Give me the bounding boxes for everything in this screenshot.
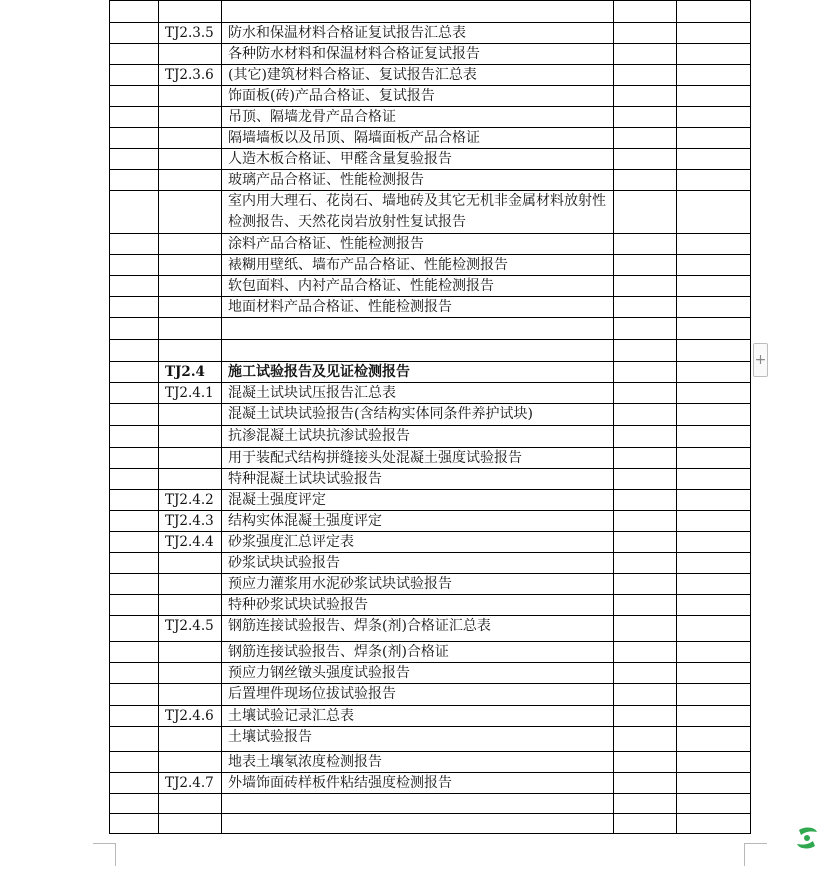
code-cell[interactable]: TJ2.3.6 bbox=[159, 65, 222, 86]
blank-cell[interactable] bbox=[677, 616, 751, 642]
item-cell[interactable]: 特种混凝土试块试验报告 bbox=[222, 469, 614, 490]
code-cell[interactable] bbox=[159, 276, 222, 297]
item-cell[interactable]: 饰面板(砖)产品合格证、复试报告 bbox=[222, 86, 614, 107]
blank-cell[interactable] bbox=[110, 170, 159, 191]
code-cell[interactable] bbox=[159, 318, 222, 340]
blank-cell[interactable] bbox=[110, 149, 159, 170]
blank-cell[interactable] bbox=[677, 23, 751, 44]
item-cell[interactable]: 砂浆试块试验报告 bbox=[222, 553, 614, 574]
blank-cell[interactable] bbox=[677, 706, 751, 727]
blank-cell[interactable] bbox=[677, 297, 751, 318]
app-logo-icon bbox=[795, 824, 819, 852]
blank-cell[interactable] bbox=[677, 107, 751, 128]
blank-cell[interactable] bbox=[677, 383, 751, 404]
blank-cell[interactable] bbox=[677, 511, 751, 532]
blank-cell[interactable] bbox=[677, 426, 751, 448]
code-cell[interactable] bbox=[159, 727, 222, 752]
blank-cell[interactable] bbox=[110, 44, 159, 65]
blank-cell[interactable] bbox=[110, 383, 159, 404]
add-row-button[interactable]: + bbox=[753, 343, 768, 377]
blank-cell[interactable] bbox=[677, 574, 751, 595]
blank-cell[interactable] bbox=[677, 595, 751, 616]
item-cell[interactable]: 结构实体混凝土强度评定 bbox=[222, 511, 614, 532]
blank-cell[interactable] bbox=[614, 553, 677, 574]
table-row bbox=[110, 448, 751, 469]
item-cell[interactable]: 砂浆强度汇总评定表 bbox=[222, 532, 614, 553]
table-row bbox=[110, 595, 751, 616]
blank-cell[interactable] bbox=[110, 1, 159, 23]
item-cell[interactable]: 混凝土强度评定 bbox=[222, 490, 614, 511]
blank-cell[interactable] bbox=[677, 663, 751, 684]
blank-cell[interactable] bbox=[677, 448, 751, 469]
code-cell[interactable] bbox=[159, 574, 222, 595]
blank-cell[interactable] bbox=[677, 794, 751, 814]
table-row bbox=[110, 814, 751, 834]
table-row bbox=[110, 426, 751, 448]
code-cell[interactable]: TJ2.4.2 bbox=[159, 490, 222, 511]
code-cell[interactable] bbox=[159, 469, 222, 490]
blank-cell[interactable] bbox=[677, 191, 751, 234]
blank-cell[interactable] bbox=[110, 128, 159, 149]
item-cell[interactable]: 混凝土试块试压报告汇总表 bbox=[222, 383, 614, 404]
item-cell[interactable]: 预应力钢丝镦头强度试验报告 bbox=[222, 663, 614, 684]
item-cell[interactable] bbox=[222, 1, 614, 23]
blank-cell[interactable] bbox=[614, 362, 677, 383]
item-cell[interactable]: 涂料产品合格证、性能检测报告 bbox=[222, 234, 614, 255]
blank-cell[interactable] bbox=[677, 362, 751, 383]
blank-cell[interactable] bbox=[677, 86, 751, 107]
item-cell[interactable]: 地表土壤氡浓度检测报告 bbox=[222, 752, 614, 773]
blank-cell[interactable] bbox=[614, 426, 677, 448]
blank-cell[interactable] bbox=[677, 276, 751, 297]
item-cell[interactable]: 吊顶、隔墙龙骨产品合格证 bbox=[222, 107, 614, 128]
blank-cell[interactable] bbox=[614, 404, 677, 426]
item-cell[interactable]: 特种砂浆试块试验报告 bbox=[222, 595, 614, 616]
code-cell[interactable] bbox=[159, 255, 222, 276]
item-cell[interactable]: 室内用大理石、花岗石、墙地砖及其它无机非金属材料放射性检测报告、天然花岗岩放射性复试报告 bbox=[222, 191, 614, 234]
code-cell[interactable] bbox=[159, 663, 222, 684]
item-cell[interactable] bbox=[222, 318, 614, 340]
blank-cell[interactable] bbox=[110, 318, 159, 340]
blank-cell[interactable] bbox=[614, 107, 677, 128]
table-row bbox=[110, 490, 751, 511]
blank-cell[interactable] bbox=[677, 44, 751, 65]
blank-cell[interactable] bbox=[677, 490, 751, 511]
table-row bbox=[110, 276, 751, 297]
table-row bbox=[110, 149, 751, 170]
blank-cell[interactable] bbox=[614, 65, 677, 86]
blank-cell[interactable] bbox=[614, 297, 677, 318]
code-cell[interactable] bbox=[159, 404, 222, 426]
blank-cell[interactable] bbox=[614, 794, 677, 814]
blank-cell[interactable] bbox=[677, 404, 751, 426]
table-row bbox=[110, 297, 751, 318]
table-row bbox=[110, 107, 751, 128]
blank-cell[interactable] bbox=[110, 642, 159, 663]
item-cell[interactable]: 各种防水材料和保温材料合格证复试报告 bbox=[222, 44, 614, 65]
code-cell[interactable]: TJ2.4.1 bbox=[159, 383, 222, 404]
blank-cell[interactable] bbox=[614, 170, 677, 191]
table-row bbox=[110, 44, 751, 65]
blank-cell[interactable] bbox=[677, 234, 751, 255]
table-row bbox=[110, 684, 751, 706]
table-row bbox=[110, 404, 751, 426]
blank-cell[interactable] bbox=[614, 86, 677, 107]
blank-cell[interactable] bbox=[110, 107, 159, 128]
table-row bbox=[110, 532, 751, 553]
blank-cell[interactable] bbox=[110, 490, 159, 511]
blank-cell[interactable] bbox=[110, 706, 159, 727]
code-cell[interactable]: TJ2.4.3 bbox=[159, 511, 222, 532]
item-cell[interactable] bbox=[222, 814, 614, 834]
code-cell[interactable] bbox=[159, 814, 222, 834]
blank-cell[interactable] bbox=[614, 773, 677, 794]
table-row bbox=[110, 469, 751, 490]
blank-cell[interactable] bbox=[110, 469, 159, 490]
item-cell[interactable] bbox=[222, 794, 614, 814]
blank-cell[interactable] bbox=[677, 149, 751, 170]
blank-cell[interactable] bbox=[677, 255, 751, 276]
blank-cell[interactable] bbox=[614, 490, 677, 511]
blank-cell[interactable] bbox=[614, 448, 677, 469]
blank-cell[interactable] bbox=[614, 255, 677, 276]
item-cell[interactable]: 混凝土试块试验报告(含结构实体同条件养护试块) bbox=[222, 404, 614, 426]
table-row bbox=[110, 706, 751, 727]
blank-cell[interactable] bbox=[110, 794, 159, 814]
table-row bbox=[110, 727, 751, 752]
item-cell[interactable]: 抗渗混凝土试块抗渗试验报告 bbox=[222, 426, 614, 448]
blank-cell[interactable] bbox=[614, 814, 677, 834]
blank-cell[interactable] bbox=[614, 1, 677, 23]
blank-cell[interactable] bbox=[110, 663, 159, 684]
code-cell[interactable] bbox=[159, 170, 222, 191]
table-row bbox=[110, 23, 751, 44]
blank-cell[interactable] bbox=[614, 684, 677, 706]
blank-cell[interactable] bbox=[110, 574, 159, 595]
table-row bbox=[110, 128, 751, 149]
blank-cell[interactable] bbox=[677, 773, 751, 794]
blank-cell[interactable] bbox=[614, 191, 677, 234]
blank-cell[interactable] bbox=[677, 814, 751, 834]
code-cell[interactable] bbox=[159, 191, 222, 234]
blank-cell[interactable] bbox=[110, 511, 159, 532]
table-row bbox=[110, 1, 751, 23]
blank-cell[interactable] bbox=[614, 663, 677, 684]
table-row bbox=[110, 86, 751, 107]
item-cell[interactable]: 土壤试验记录汇总表 bbox=[222, 706, 614, 727]
item-cell[interactable]: 预应力灌浆用水泥砂浆试块试验报告 bbox=[222, 574, 614, 595]
table-row bbox=[110, 191, 751, 234]
blank-cell[interactable] bbox=[677, 553, 751, 574]
blank-cell[interactable] bbox=[614, 752, 677, 773]
table-row bbox=[110, 511, 751, 532]
blank-cell[interactable] bbox=[614, 706, 677, 727]
blank-cell[interactable] bbox=[614, 469, 677, 490]
blank-cell[interactable] bbox=[110, 65, 159, 86]
code-cell[interactable] bbox=[159, 107, 222, 128]
table-row bbox=[110, 642, 751, 663]
item-cell[interactable]: 钢筋连接试验报告、焊条(剂)合格证 bbox=[222, 642, 614, 663]
code-cell[interactable] bbox=[159, 595, 222, 616]
code-cell[interactable] bbox=[159, 684, 222, 706]
item-cell[interactable]: 隔墙墙板以及吊顶、隔墙面板产品合格证 bbox=[222, 128, 614, 149]
table-row bbox=[110, 362, 751, 383]
code-cell[interactable] bbox=[159, 297, 222, 318]
item-cell[interactable]: 施工试验报告及见证检测报告 bbox=[222, 362, 614, 383]
blank-cell[interactable] bbox=[110, 234, 159, 255]
blank-cell[interactable] bbox=[110, 191, 159, 234]
blank-cell[interactable] bbox=[110, 553, 159, 574]
blank-cell[interactable] bbox=[110, 340, 159, 362]
code-cell[interactable]: TJ2.4.6 bbox=[159, 706, 222, 727]
table-row bbox=[110, 383, 751, 404]
page-corner-mark-right bbox=[744, 843, 767, 866]
document-table bbox=[109, 0, 751, 834]
blank-cell[interactable] bbox=[110, 297, 159, 318]
blank-cell[interactable] bbox=[677, 318, 751, 340]
item-cell[interactable]: 软包面料、内衬产品合格证、性能检测报告 bbox=[222, 276, 614, 297]
table-row bbox=[110, 170, 751, 191]
code-cell[interactable] bbox=[159, 426, 222, 448]
code-cell[interactable]: TJ2.4 bbox=[159, 362, 222, 383]
blank-cell[interactable] bbox=[677, 642, 751, 663]
blank-cell[interactable] bbox=[110, 773, 159, 794]
blank-cell[interactable] bbox=[614, 511, 677, 532]
item-cell[interactable]: 玻璃产品合格证、性能检测报告 bbox=[222, 170, 614, 191]
table-row bbox=[110, 616, 751, 642]
table-row bbox=[110, 234, 751, 255]
blank-cell[interactable] bbox=[110, 727, 159, 752]
item-cell[interactable]: 裱糊用壁纸、墙布产品合格证、性能检测报告 bbox=[222, 255, 614, 276]
blank-cell[interactable] bbox=[677, 532, 751, 553]
blank-cell[interactable] bbox=[614, 727, 677, 752]
blank-cell[interactable] bbox=[614, 44, 677, 65]
item-cell[interactable]: 用于装配式结构拼缝接头处混凝土强度试验报告 bbox=[222, 448, 614, 469]
blank-cell[interactable] bbox=[110, 684, 159, 706]
table-row bbox=[110, 255, 751, 276]
item-cell[interactable]: 地面材料产品合格证、性能检测报告 bbox=[222, 297, 614, 318]
blank-cell[interactable] bbox=[677, 1, 751, 23]
item-cell[interactable]: 外墙饰面砖样板件粘结强度检测报告 bbox=[222, 773, 614, 794]
blank-cell[interactable] bbox=[677, 128, 751, 149]
blank-cell[interactable] bbox=[110, 532, 159, 553]
code-cell[interactable] bbox=[159, 752, 222, 773]
item-cell[interactable]: 钢筋连接试验报告、焊条(剂)合格证汇总表 bbox=[222, 616, 614, 642]
item-cell[interactable]: (其它)建筑材料合格证、复试报告汇总表 bbox=[222, 65, 614, 86]
table-row bbox=[110, 752, 751, 773]
code-cell[interactable] bbox=[159, 234, 222, 255]
blank-cell[interactable] bbox=[110, 404, 159, 426]
blank-cell[interactable] bbox=[110, 752, 159, 773]
page-corner-mark-left bbox=[93, 843, 116, 866]
code-cell[interactable]: TJ2.4.5 bbox=[159, 616, 222, 642]
code-cell[interactable] bbox=[159, 553, 222, 574]
code-cell[interactable] bbox=[159, 642, 222, 663]
code-cell[interactable]: TJ2.4.4 bbox=[159, 532, 222, 553]
blank-cell[interactable] bbox=[614, 574, 677, 595]
blank-cell[interactable] bbox=[110, 448, 159, 469]
blank-cell[interactable] bbox=[110, 814, 159, 834]
code-cell[interactable] bbox=[159, 149, 222, 170]
blank-cell[interactable] bbox=[110, 426, 159, 448]
blank-cell[interactable] bbox=[614, 340, 677, 362]
item-cell[interactable] bbox=[222, 340, 614, 362]
item-cell[interactable]: 后置埋件现场位拔试验报告 bbox=[222, 684, 614, 706]
blank-cell[interactable] bbox=[110, 86, 159, 107]
blank-cell[interactable] bbox=[677, 469, 751, 490]
blank-cell[interactable] bbox=[614, 318, 677, 340]
blank-cell[interactable] bbox=[677, 684, 751, 706]
blank-cell[interactable] bbox=[677, 340, 751, 362]
item-cell[interactable]: 防水和保温材料合格证复试报告汇总表 bbox=[222, 23, 614, 44]
code-cell[interactable] bbox=[159, 1, 222, 23]
code-cell[interactable] bbox=[159, 794, 222, 814]
blank-cell[interactable] bbox=[614, 532, 677, 553]
blank-cell[interactable] bbox=[614, 149, 677, 170]
blank-cell[interactable] bbox=[110, 595, 159, 616]
table-row bbox=[110, 663, 751, 684]
blank-cell[interactable] bbox=[614, 276, 677, 297]
table-row bbox=[110, 773, 751, 794]
blank-cell[interactable] bbox=[677, 170, 751, 191]
table-row bbox=[110, 318, 751, 340]
blank-cell[interactable] bbox=[614, 23, 677, 44]
table-row bbox=[110, 794, 751, 814]
item-cell[interactable]: 人造木板合格证、甲醛含量复验报告 bbox=[222, 149, 614, 170]
blank-cell[interactable] bbox=[614, 128, 677, 149]
blank-cell[interactable] bbox=[677, 752, 751, 773]
blank-cell[interactable] bbox=[614, 642, 677, 663]
code-cell[interactable] bbox=[159, 340, 222, 362]
code-cell[interactable]: TJ2.4.7 bbox=[159, 773, 222, 794]
table-row bbox=[110, 553, 751, 574]
blank-cell[interactable] bbox=[677, 65, 751, 86]
item-cell[interactable]: 土壤试验报告 bbox=[222, 727, 614, 752]
code-cell[interactable] bbox=[159, 128, 222, 149]
table-row bbox=[110, 65, 751, 86]
blank-cell[interactable] bbox=[614, 616, 677, 642]
blank-cell[interactable] bbox=[110, 362, 159, 383]
code-cell[interactable] bbox=[159, 86, 222, 107]
table-row bbox=[110, 340, 751, 362]
table-row bbox=[110, 574, 751, 595]
code-cell[interactable]: TJ2.3.5 bbox=[159, 23, 222, 44]
blank-cell[interactable] bbox=[614, 595, 677, 616]
blank-cell[interactable] bbox=[110, 255, 159, 276]
blank-cell[interactable] bbox=[614, 234, 677, 255]
blank-cell[interactable] bbox=[110, 276, 159, 297]
blank-cell[interactable] bbox=[614, 383, 677, 404]
blank-cell[interactable] bbox=[110, 23, 159, 44]
blank-cell[interactable] bbox=[110, 616, 159, 642]
blank-cell[interactable] bbox=[677, 727, 751, 752]
code-cell[interactable] bbox=[159, 44, 222, 65]
code-cell[interactable] bbox=[159, 448, 222, 469]
